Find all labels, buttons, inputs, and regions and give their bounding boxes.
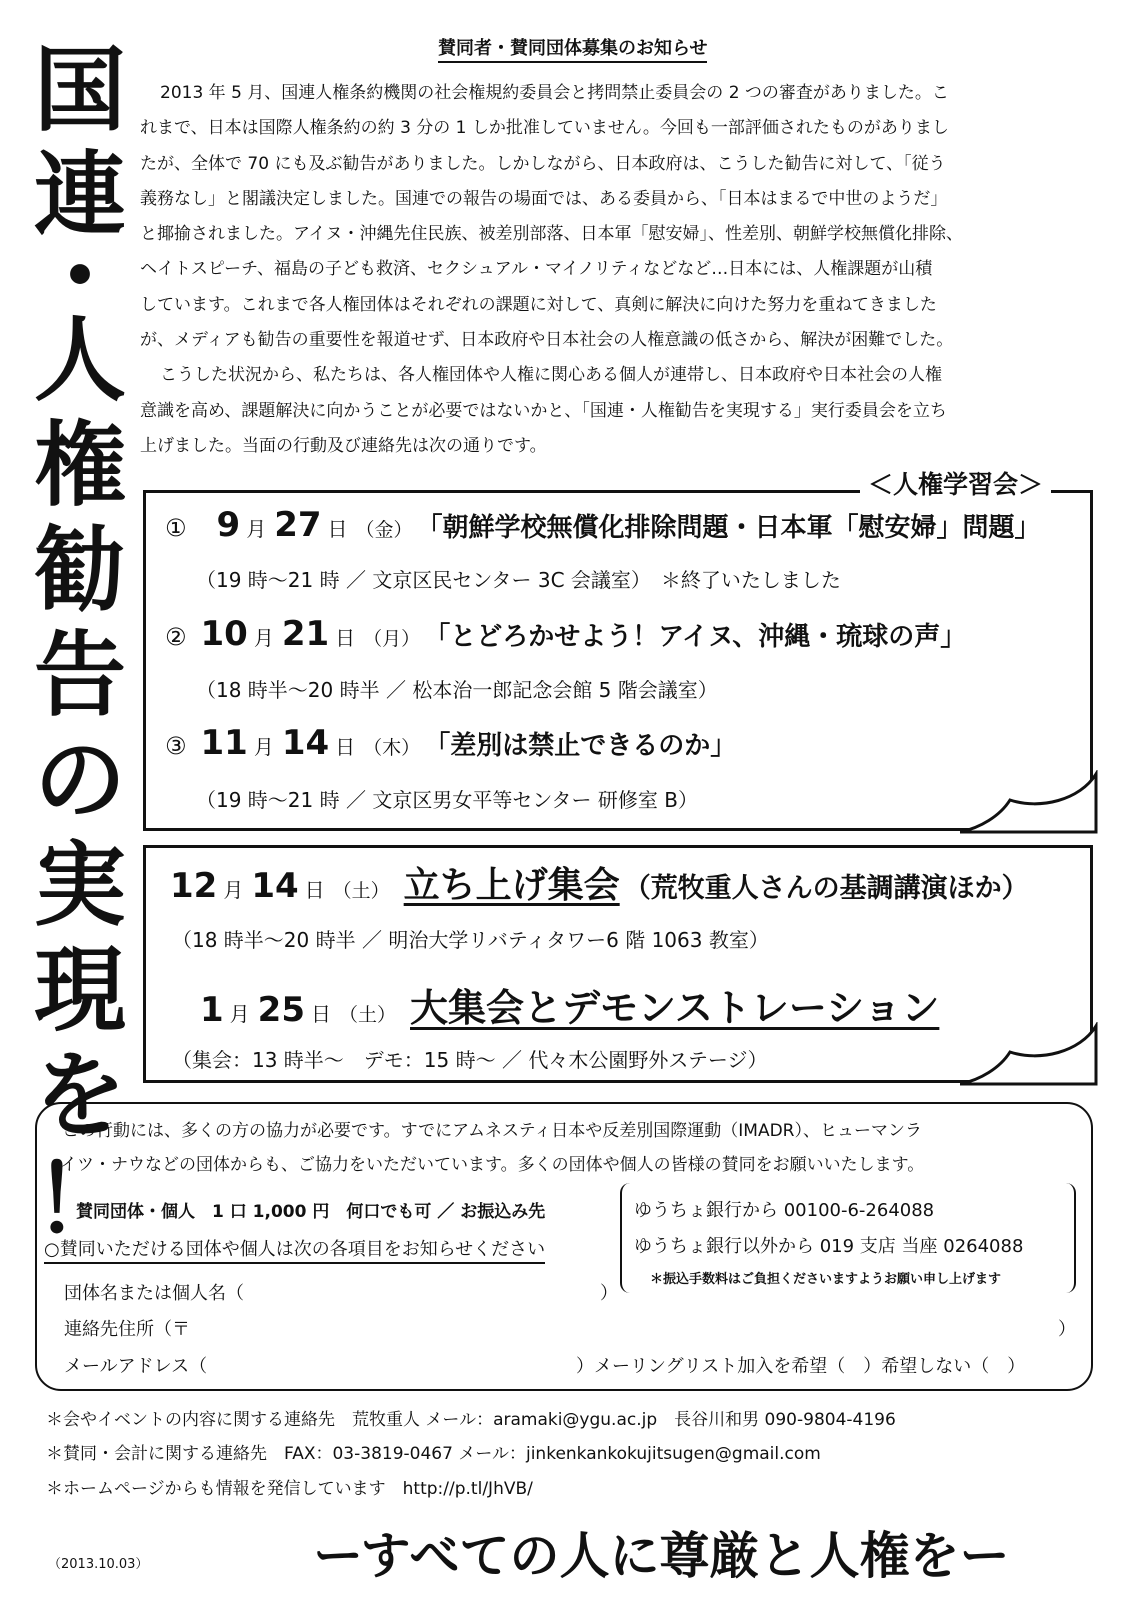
contact-line-accounting: ＊賛同・会計に関する連絡先 FAX：03-3819-0467 メール：jinkenkankokujitsugen@gmail.com [46,1444,821,1464]
event-month: 1 [200,990,224,1030]
support-text-line: この行動には、多くの方の協力が必要です。すでにアムネスティ日本や反差別国際運動（IMADR）、ヒューマンラ [62,1121,922,1141]
event-month: 10 [200,614,248,654]
sponsor-line: 賛同団体・個人 1 口 1,000 円 何口でも可 ／ お振込み先 [76,1202,546,1222]
event-title: 立ち上げ集会 [403,865,620,906]
intro-line: ヘイトスピーチ、福島の子ども救済、セクシュアル・マイノリティなどなど…日本には、人権課題が山積 [140,259,933,280]
form-email-field [64,1352,1026,1378]
event-details: （集会：13 時半～ デモ：15 時～ ／ 代々木公園野外ステージ） [172,1048,768,1072]
event-day-unit: 日 [335,626,356,650]
notice-title: 賛同者・賛同団体募集のお知らせ [438,34,707,63]
event-month-unit: 月 [229,1002,250,1026]
event-day: 25 [257,990,305,1030]
event-number: ② [165,623,187,651]
form-label: 団体名または個人名（ [64,1283,244,1304]
page-curl-icon [960,770,1100,834]
intro-line: 2013 年 5 月、国連人権条約機関の社会権規約委員会と拷問禁止委員会の 2 つの審査がありました。こ [160,83,949,103]
study-event-3 [165,723,736,763]
event-subtitle: （荒牧重人さんの基調講演ほか） [623,873,1029,904]
intro-line: が、メディアも勧告の重要性を報道せず、日本政府や日本社会の人権意識の低さから、解決が困難でした。 [140,330,954,351]
intro-line: 上げました。当面の行動及び連絡先は次の通りです。 [140,435,547,456]
study-event-2 [165,614,966,654]
vertical-title-char: 人 [33,307,126,414]
event-number: ③ [165,732,187,760]
event-month-unit: 月 [253,735,274,759]
inquiry-line: ○賛同いただける団体や個人は次の各項目をお知らせください [44,1235,545,1264]
contact-line-homepage: ＊ホームページからも情報を発信しています http://p.tl/JhVB/ [46,1479,533,1499]
main-event-1 [170,857,1029,908]
form-email-tail: ）メーリングリスト加入を希望（ ）希望しない（ ） [576,1356,1026,1377]
form-label: 連絡先住所（〒 [64,1319,190,1340]
form-close: ） [1058,1319,1076,1340]
vertical-title-char: 国 [33,37,126,144]
vertical-title-char: 実 [33,832,126,939]
support-text [62,1114,1072,1182]
vertical-title-char: 告 [33,622,126,729]
event-day-unit: 日 [327,517,348,541]
event-month: 11 [200,723,248,763]
event-day-unit: 日 [335,735,356,759]
event-day-unit: 日 [311,1002,331,1026]
event-title: 「朝鮮学校無償化排除問題・日本軍「慰安婦」問題」 [416,513,1041,543]
intro-line: たが、全体で 70 にも及ぶ勧告がありました。しかしながら、日本政府は、こうした勧告に対して、「従う [140,153,946,174]
intro-paragraph-2 [140,358,1095,464]
study-event-1 [165,505,1041,545]
vertical-title-char: 連 [33,142,126,249]
form-label: メールアドレス（ [64,1356,208,1377]
event-month-unit: 月 [253,626,274,650]
main-event-2 [200,977,939,1032]
intro-line: 意識を高め、課題解決に向かうことが必要ではないかと、「国連・人権勧告を実現する」実行委員会を立ち [140,400,947,421]
intro-line: れまで、日本は国際人権条約の約 3 分の 1 しか批准していません。今回も一部評価されたものがありまし [140,118,949,139]
bank-note: ＊振込手数料はご負担くださいますようお願い申し上げます [650,1272,1002,1287]
bank-line-1: ゆうちょ銀行から 00100-6-264088 [634,1200,935,1221]
event-day: 21 [281,614,330,654]
event-details: （19 時～21 時 ／ 文京区男女平等センター 研修室 B） [196,788,698,812]
vertical-title-char: の [33,727,126,834]
event-day: 14 [251,866,299,906]
event-details: （19 時～21 時 ／ 文京区民センター 3C 会議室） ＊終了いたしました [196,568,841,592]
intro-line: 義務なし」と閣議決定しました。国連での報告の場面では、ある委員から、「日本はまるで中世のようだ」 [140,188,948,209]
vertical-title [30,38,130,1253]
event-title: 大集会とデモンストレーション [410,986,940,1030]
event-details: （18 時半～20 時半 ／ 松本治一郎記念会館 5 階会議室） [196,678,718,702]
intro-line: こうした状況から、私たちは、各人権団体や人権に関心ある個人が連帯し、日本政府や日本社会の人権 [160,365,942,386]
bank-line-2: ゆうちょ銀行以外から 019 支店 当座 0264088 [634,1236,1024,1257]
form-name-field [64,1279,618,1305]
page-curl-icon [960,1022,1100,1086]
event-details: （18 時半～20 時半 ／ 明治大学リバティタワー6 階 1063 教室） [172,928,769,952]
vertical-title-char: ！ [33,1147,126,1254]
event-month: 9 [216,505,241,545]
event-month-unit: 月 [223,878,244,902]
intro-line: と揶揄されました。アイヌ・沖縄先住民族、被差別部落、日本軍「慰安婦」、性差別、朝鮮学校無償化排除、 [140,224,963,245]
event-day: 14 [281,723,330,763]
vertical-title-char: を [33,1042,126,1149]
event-month: 12 [170,866,218,906]
event-day: 27 [274,505,322,545]
form-address-field [64,1315,1076,1341]
intro-line: しています。これまで各人権団体はそれぞれの課題に対して、真剣に解決に向けた努力を重ねてきました [140,294,937,315]
slogan: ーすべての人に尊厳と人権をー [313,1527,1010,1585]
contact-line-events: ＊会やイベントの内容に関する連絡先 荒牧重人 メール：aramaki@ygu.ac.jp 長谷川和男 090-9804-4196 [46,1410,896,1430]
vertical-title-char: 勧 [33,517,126,624]
event-title: 「とどろかせよう！アイヌ、沖縄・琉球の声」 [424,622,967,652]
event-month-unit: 月 [246,517,267,541]
event-weekday: （月） [363,628,421,650]
event-number: ① [165,514,187,542]
event-weekday: （金） [355,519,413,541]
intro-paragraph-1 [140,76,1095,358]
vertical-title-char: ・ [33,224,126,331]
support-text-line: イツ・ナウなどの団体からも、ご協力をいただいています。多くの団体や個人の皆様の賛同をお願いいたします。 [60,1155,925,1175]
date-stamp: （2013.10.03） [48,1557,149,1572]
intro-text [140,76,1095,464]
event-weekday: （木） [363,737,421,759]
vertical-title-char: 現 [33,937,126,1044]
vertical-title-char: 権 [33,412,126,519]
event-weekday: （土） [332,880,390,902]
event-title: 「差別は禁止できるのか」 [424,731,737,761]
event-day-unit: 日 [304,878,325,902]
event-weekday: （土） [339,1004,397,1026]
form-close: ） [600,1283,618,1304]
study-session-label: ＜人権学習会＞ [860,465,1051,501]
